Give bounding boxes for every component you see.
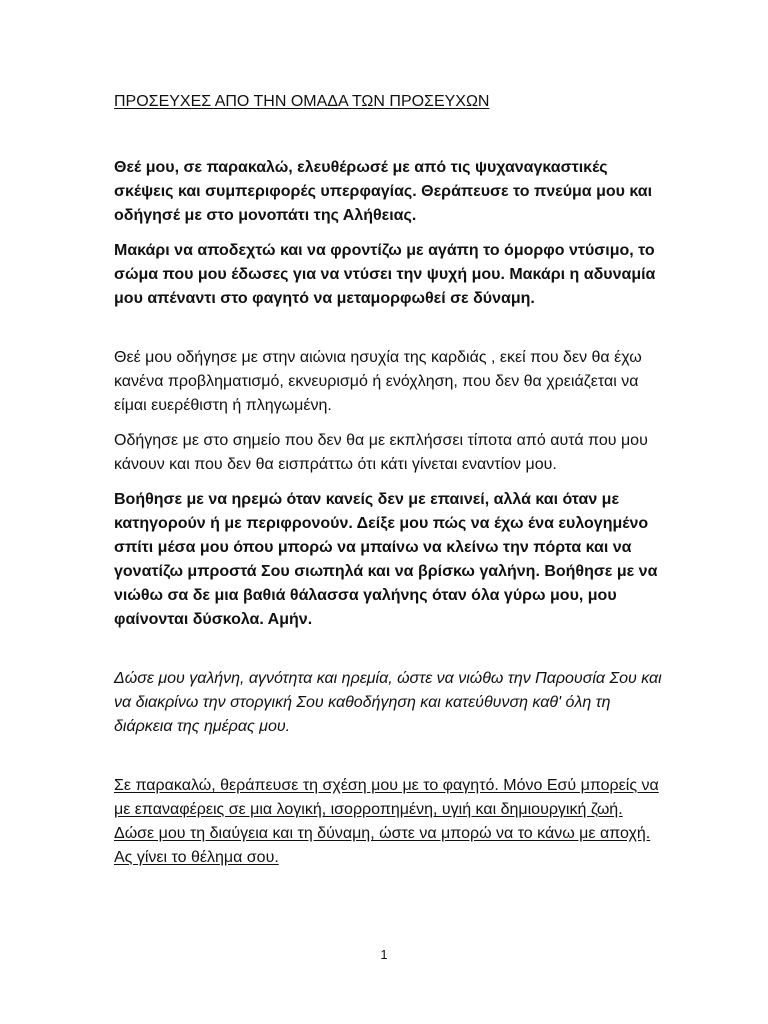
prayer-paragraph-2: Μακάρι να αποδεχτώ και να φροντίζω με αγάπη το όμορφο ντύσιμο, το σώμα που μου έδωσες για να ντύσει την ψυχή μου. Μακάρι η αδυναμία μου απέναντι στο φαγητό να μεταμορφωθεί σε δύναμη.: [114, 242, 656, 307]
page-number: 1: [380, 947, 388, 962]
prayer-paragraph-7: Σε παρακαλώ, θεράπευσε τη σχέση μου με το φαγητό. Μόνο Εσύ μπορείς να με επαναφέρεις σε μια λογική, ισορροπημένη, υγιή και δημιουργική ζωή. Δώσε μου τη διαύγεια και τη δύναμη, ώστε να μπορώ να το κάνω με αποχή. Ας γίνει το θέλημα σου.: [114, 777, 659, 866]
prayer-paragraph-4: Οδήγησε με στο σημείο που δεν θα με εκπλήσσει τίποτα από αυτά που μου κάνουν και που δεν θα εισπράττω ότι κάτι γίνεται εναντίον μου.: [114, 432, 648, 473]
prayer-paragraph-1: Θεέ μου, σε παρακαλώ, ελευθέρωσέ με από τις ψυχαναγκαστικές σκέψεις και συμπεριφορές υπερφαγίας. Θεράπευσε το πνεύμα μου και οδήγησέ με στο μονοπάτι της Αλήθειας.: [114, 159, 653, 224]
document-body: [114, 90, 664, 870]
prayer-paragraph-5: Βοήθησε με να ηρεμώ όταν κανείς δεν με επαινεί, αλλά και όταν με κατηγορούν ή με περιφρονούν. Δείξε μου πώς να έχω ένα ευλογημένο σπίτι μέσα μου όπου μπορώ να μπαίνω να κλείνω την πόρτα και να γονατίζω μπροστά Σου σιωπηλά και να βρίσκω γαλήνη. Βοήθησε με να νιώθω σα δε μια βαθιά θάλασσα γαλήνης όταν όλα γύρω μου, μου φαίνονται δύσκολα. Αμήν.: [114, 491, 658, 628]
prayer-paragraph-3: Θεέ μου οδήγησε με στην αιώνια ησυχία της καρδιάς , εκεί που δεν θα έχω κανένα προβληματισμό, εκνευρισμό ή ενόχληση, που δεν θα χρειάζεται να είμαι ευερέθιστη ή πληγωμένη.: [114, 349, 642, 414]
document-title: ΠΡΟΣΕΥΧΕΣ ΑΠΟ ΤΗΝ ΟΜΑΔΑ ΤΩΝ ΠΡΟΣΕΥΧΩΝ: [114, 93, 490, 110]
prayer-paragraph-6: Δώσε μου γαλήνη, αγνότητα και ηρεμία, ώστε να νιώθω την Παρουσία Σου και να διακρίνω την στοργική Σου καθοδήγηση και κατεύθυνση καθ' όλη τη διάρκεια της ημέρας μου.: [114, 670, 662, 735]
